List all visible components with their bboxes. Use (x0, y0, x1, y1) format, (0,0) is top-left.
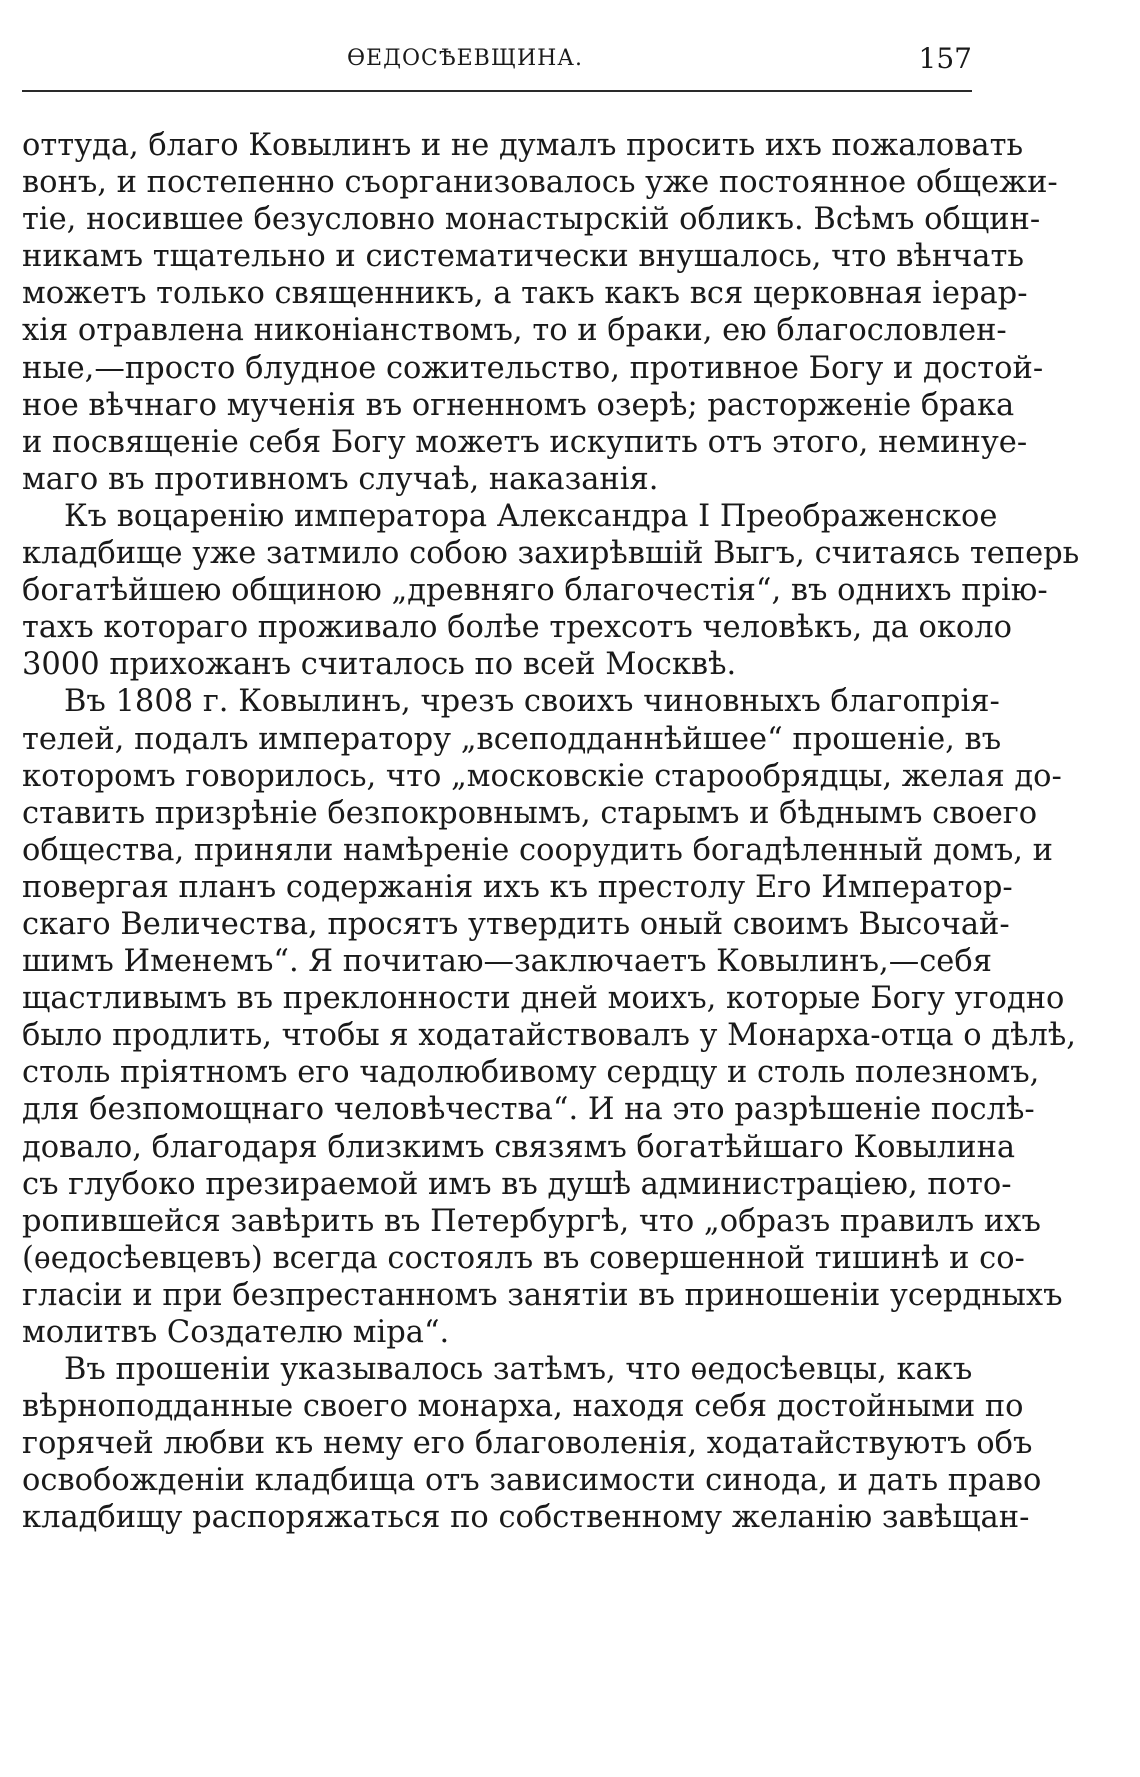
text-line: которомъ говорилось, что „московскіе старообрядцы, желая до- (22, 758, 1062, 794)
text-line: оттуда, благо Ковылинъ и не думалъ просить ихъ пожаловать (22, 128, 1024, 163)
text-line: щастливымъ въ преклонности дней моихъ, которые Богу угодно (22, 981, 1065, 1017)
text-line: освобожденіи кладбища отъ зависимости синода, и дать право (22, 1463, 1042, 1499)
text-line: богатѣйшею общиною „древняго благочестія“, въ однихъ прію- (22, 573, 1048, 609)
text-line: повергая планъ содержанія ихъ къ престолу Его Император- (22, 869, 1013, 905)
paragraph-3 (22, 683, 1076, 1351)
running-title: ѲЕДОСѢЕВЩИНА. (347, 46, 583, 71)
paragraph-4 (22, 1351, 1042, 1536)
text-line: маго въ противномъ случаѣ, наказанія. (22, 461, 659, 497)
text-line: довало, благодаря близкимъ связямъ богатѣйшаго Ковылина (22, 1129, 1016, 1165)
text-line: вѣрноподданные своего монарха, находя себя достойными по (22, 1389, 1024, 1425)
text-line: Въ прошеніи указывалось затѣмъ, что ѳедосѣевцы, какъ (64, 1352, 973, 1388)
text-line: Къ воцаренію императора Александра I Преображенское (64, 498, 998, 534)
text-line: ропившейся завѣрить въ Петербургѣ, что „образъ правилъ ихъ (22, 1203, 1041, 1239)
text-line: горячей любви къ нему его благоволенія, ходатайствуютъ объ (22, 1426, 1033, 1462)
text-line: для безпомощнаго человѣчества“. И на это разрѣшеніе послѣ- (22, 1092, 1035, 1128)
paragraph-2 (22, 498, 1080, 683)
text-line: 3000 прихожанъ считалось по всей Москвѣ. (22, 647, 737, 683)
text-line: ставить призрѣніе безпокровнымъ, старымъ и бѣднымъ своего (22, 795, 1038, 831)
page-number: 157 (918, 42, 972, 75)
paragraph-1 (22, 127, 1058, 498)
text-line: было продлить, чтобы я ходатайствовалъ у Монарха-отца о дѣлѣ, (22, 1018, 1076, 1054)
text-line: Въ 1808 г. Ковылинъ, чрезъ своихъ чиновныхъ благопрія- (64, 684, 1000, 720)
text-line: молитвъ Создателю міра“. (22, 1315, 450, 1350)
body-text (22, 127, 1080, 1537)
text-line: телей, подалъ императору „всеподданнѣйшее“ прошеніе, въ (22, 721, 1002, 757)
text-line: ное вѣчнаго мученія въ огненномъ озерѣ; расторженіе брака (22, 387, 1015, 423)
text-line: (ѳедосѣевцевъ) всегда состоялъ въ совершенной тишинѣ и со- (22, 1240, 1025, 1276)
text-line: общества, приняли намѣреніе соорудить богадѣленный домъ, и (22, 832, 1053, 868)
text-line: и посвященіе себя Богу можетъ искупить отъ этого, неминуе- (22, 424, 1028, 460)
text-line: никамъ тщательно и систематически внушалось, что вѣнчать (22, 239, 1024, 275)
page-header (22, 42, 972, 82)
text-line: кладбищу распоряжаться по собственному желанію завѣщан- (22, 1500, 1030, 1536)
text-line: съ глубоко презираемой имъ въ душѣ администраціею, пото- (22, 1166, 1012, 1202)
text-line: столь пріятномъ его чадолюбивому сердцу и столь полезномъ, (22, 1055, 1040, 1091)
text-line: ные,—просто блудное сожительство, противное Богу и достой- (22, 350, 1044, 386)
text-line: гласіи и при безпрестанномъ занятіи въ приношеніи усердныхъ (22, 1277, 1063, 1313)
text-line: тахъ котораго проживало болѣе трехсотъ человѣкъ, да около (22, 610, 1013, 646)
header-rule (22, 90, 972, 92)
text-line: тіе, носившее безусловно монастырскій обликъ. Всѣмъ общин- (22, 202, 1041, 238)
text-line: вонъ, и постепенно съорганизовалось уже постоянное общежи- (22, 165, 1058, 201)
text-line: можетъ только священникъ, а такъ какъ вся церковная іерар- (22, 276, 1028, 312)
text-line: кладбище уже затмило собою захирѣвшій Выгъ, считаясь теперь (22, 536, 1080, 572)
text-line: скаго Величества, просятъ утвердить оный своимъ Высочай- (22, 906, 1010, 942)
text-line: шимъ Именемъ“. Я почитаю—заключаетъ Ковылинъ,—себя (22, 944, 992, 980)
text-line: хія отравлена никоніанствомъ, то и браки, ею благословлен- (22, 313, 1007, 349)
